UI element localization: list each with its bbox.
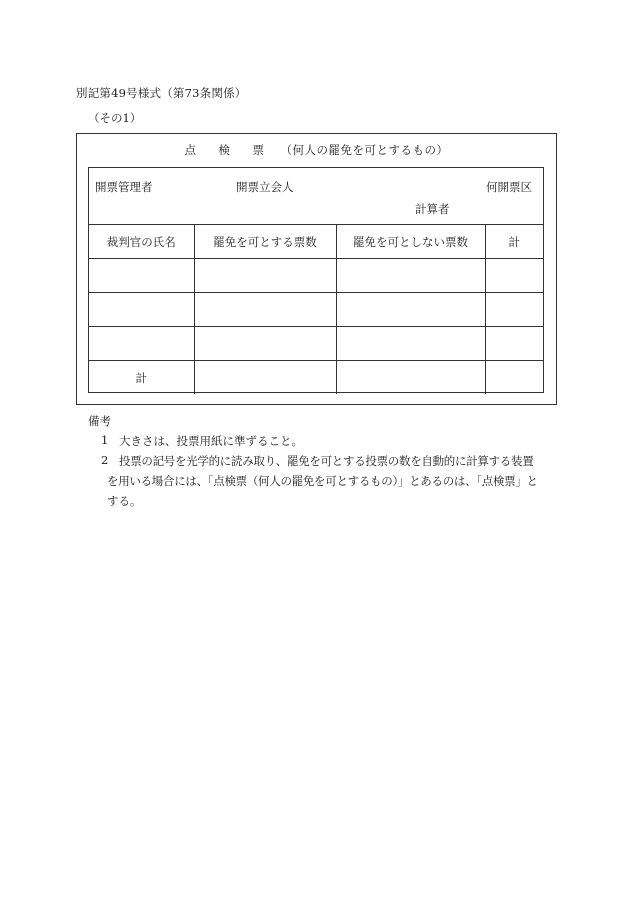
- table-cell: [89, 327, 194, 361]
- table-row: [89, 293, 543, 327]
- col-header-dismiss-yes: 罷免を可とする票数: [194, 225, 336, 259]
- witness-label: 開票立会人: [236, 180, 294, 194]
- count-table: [89, 225, 543, 394]
- table-cell: [336, 327, 485, 361]
- ticket-inner-frame: [88, 167, 544, 393]
- note-text: 投票の記号を光学的に読み取り、罷免を可とする投票の数を自動的に計算する装置: [119, 454, 534, 468]
- table-cell: [336, 361, 485, 395]
- note-number: 1: [101, 433, 109, 447]
- table-row: [89, 327, 543, 361]
- table-cell: [336, 293, 485, 327]
- total-label: 計: [89, 361, 194, 395]
- table-cell: [336, 259, 485, 293]
- table-cell: [485, 361, 543, 395]
- ticket-header-box: [89, 168, 543, 225]
- note-continuation: を用いる場合には、「点検票（何人の罷免を可とするもの）」とあるのは、「点検票」と: [107, 474, 538, 488]
- table-cell: [194, 293, 336, 327]
- form-heading: 別記第49号様式（第73条関係）: [76, 86, 247, 100]
- table-cell: [485, 327, 543, 361]
- table-cell: [194, 361, 336, 395]
- table-cell: [89, 259, 194, 293]
- table-total-row: [89, 361, 543, 395]
- table-cell: [194, 327, 336, 361]
- note-continuation: する。: [107, 494, 142, 508]
- col-header-total: 計: [485, 225, 543, 259]
- table-cell: [485, 293, 543, 327]
- table-header-row: [89, 225, 543, 259]
- table-cell: [89, 293, 194, 327]
- col-header-judge-name: 裁判官の氏名: [89, 225, 194, 259]
- notes-title: 備考: [88, 414, 111, 428]
- ticket-title: [77, 142, 556, 158]
- note-text: 大きさは、投票用紙に準ずること。: [119, 434, 303, 448]
- ticket-title-part: 検: [218, 143, 231, 157]
- ticket-title-part: 点: [184, 143, 197, 157]
- note-number: 2: [101, 453, 109, 467]
- ticket-title-paren: （何人の罷免を可とするもの）: [280, 143, 449, 157]
- manager-label: 開票管理者: [95, 180, 153, 194]
- table-cell: [194, 259, 336, 293]
- form-subheading: （その1）: [88, 111, 142, 125]
- ticket-title-part: 票: [252, 143, 265, 157]
- calculator-label: 計算者: [415, 202, 450, 216]
- table-cell: [485, 259, 543, 293]
- district-label: 何開票区: [486, 180, 532, 194]
- col-header-dismiss-no: 罷免を可としない票数: [336, 225, 485, 259]
- table-row: [89, 259, 543, 293]
